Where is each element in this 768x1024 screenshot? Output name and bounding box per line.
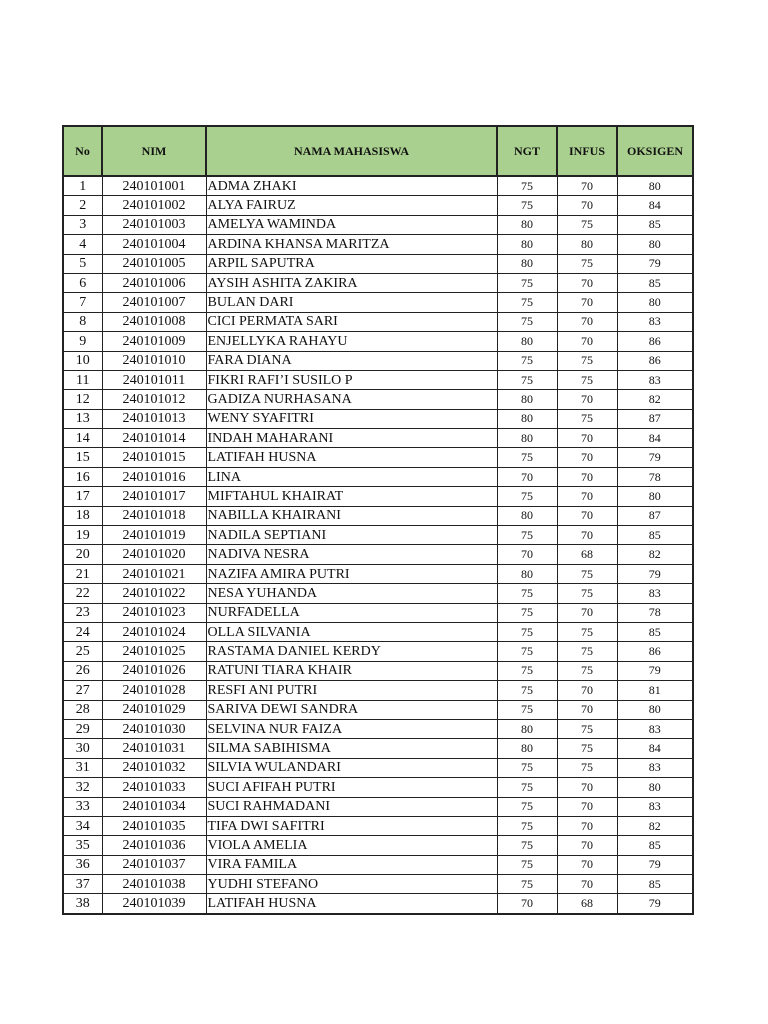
cell-infus: 70 — [557, 312, 617, 331]
cell-ngt: 75 — [497, 681, 557, 700]
cell-ngt: 70 — [497, 545, 557, 564]
cell-nim: 240101037 — [102, 855, 206, 874]
cell-oksigen: 85 — [617, 836, 693, 855]
cell-ngt: 80 — [497, 719, 557, 738]
cell-oksigen: 80 — [617, 778, 693, 797]
cell-no: 2 — [63, 196, 102, 215]
cell-no: 30 — [63, 739, 102, 758]
cell-nim: 240101005 — [102, 254, 206, 273]
table-row — [63, 875, 693, 894]
cell-nim: 240101013 — [102, 409, 206, 428]
cell-oksigen: 83 — [617, 584, 693, 603]
table-row — [63, 681, 693, 700]
cell-ngt: 75 — [497, 273, 557, 292]
cell-nama-mahasiswa: ADMA ZHAKI — [206, 176, 497, 196]
cell-ngt: 75 — [497, 196, 557, 215]
cell-nama-mahasiswa: FARA DIANA — [206, 351, 497, 370]
cell-nama-mahasiswa: AMELYA WAMINDA — [206, 215, 497, 234]
cell-infus: 68 — [557, 894, 617, 914]
cell-infus: 70 — [557, 603, 617, 622]
cell-ngt: 75 — [497, 526, 557, 545]
cell-ngt: 80 — [497, 429, 557, 448]
cell-ngt: 75 — [497, 642, 557, 661]
cell-oksigen: 84 — [617, 196, 693, 215]
cell-infus: 75 — [557, 409, 617, 428]
cell-nim: 240101036 — [102, 836, 206, 855]
cell-infus: 68 — [557, 545, 617, 564]
cell-ngt: 75 — [497, 836, 557, 855]
table-row — [63, 487, 693, 506]
cell-nim: 240101006 — [102, 273, 206, 292]
cell-infus: 75 — [557, 642, 617, 661]
cell-ngt: 75 — [497, 797, 557, 816]
cell-ngt: 80 — [497, 506, 557, 525]
cell-oksigen: 81 — [617, 681, 693, 700]
table-row — [63, 758, 693, 777]
cell-infus: 70 — [557, 797, 617, 816]
cell-no: 26 — [63, 661, 102, 680]
cell-oksigen: 80 — [617, 487, 693, 506]
cell-nama-mahasiswa: NABILLA KHAIRANI — [206, 506, 497, 525]
cell-oksigen: 82 — [617, 390, 693, 409]
cell-ngt: 80 — [497, 739, 557, 758]
table-row — [63, 700, 693, 719]
table-row — [63, 409, 693, 428]
cell-ngt: 75 — [497, 661, 557, 680]
cell-nim: 240101012 — [102, 390, 206, 409]
table-row — [63, 312, 693, 331]
cell-oksigen: 84 — [617, 429, 693, 448]
table-row — [63, 429, 693, 448]
cell-nim: 240101015 — [102, 448, 206, 467]
cell-no: 17 — [63, 487, 102, 506]
cell-no: 36 — [63, 855, 102, 874]
cell-nama-mahasiswa: GADIZA NURHASANA — [206, 390, 497, 409]
cell-no: 13 — [63, 409, 102, 428]
table-header — [63, 126, 693, 176]
cell-nama-mahasiswa: SILMA SABIHISMA — [206, 739, 497, 758]
cell-no: 23 — [63, 603, 102, 622]
cell-oksigen: 78 — [617, 603, 693, 622]
cell-infus: 70 — [557, 700, 617, 719]
cell-nama-mahasiswa: MIFTAHUL KHAIRAT — [206, 487, 497, 506]
table-row — [63, 545, 693, 564]
cell-nim: 240101035 — [102, 816, 206, 835]
cell-nama-mahasiswa: SARIVA DEWI SANDRA — [206, 700, 497, 719]
cell-ngt: 80 — [497, 332, 557, 351]
cell-no: 34 — [63, 816, 102, 835]
cell-nim: 240101039 — [102, 894, 206, 914]
cell-no: 33 — [63, 797, 102, 816]
cell-oksigen: 86 — [617, 351, 693, 370]
cell-nama-mahasiswa: YUDHI STEFANO — [206, 875, 497, 894]
cell-nim: 240101030 — [102, 719, 206, 738]
cell-oksigen: 80 — [617, 235, 693, 254]
cell-ngt: 75 — [497, 758, 557, 777]
cell-nama-mahasiswa: ENJELLYKA RAHAYU — [206, 332, 497, 351]
cell-oksigen: 80 — [617, 176, 693, 196]
cell-infus: 70 — [557, 273, 617, 292]
cell-infus: 70 — [557, 875, 617, 894]
cell-no: 1 — [63, 176, 102, 196]
table-row — [63, 797, 693, 816]
cell-no: 29 — [63, 719, 102, 738]
cell-oksigen: 85 — [617, 622, 693, 641]
cell-oksigen: 80 — [617, 293, 693, 312]
cell-infus: 75 — [557, 739, 617, 758]
cell-infus: 75 — [557, 622, 617, 641]
cell-nama-mahasiswa: LINA — [206, 467, 497, 486]
cell-oksigen: 83 — [617, 719, 693, 738]
cell-nama-mahasiswa: ALYA FAIRUZ — [206, 196, 497, 215]
cell-no: 28 — [63, 700, 102, 719]
cell-nim: 240101011 — [102, 370, 206, 389]
cell-no: 27 — [63, 681, 102, 700]
cell-nim: 240101034 — [102, 797, 206, 816]
cell-nama-mahasiswa: LATIFAH HUSNA — [206, 448, 497, 467]
table-row — [63, 855, 693, 874]
cell-nama-mahasiswa: SUCI AFIFAH PUTRI — [206, 778, 497, 797]
cell-ngt: 75 — [497, 855, 557, 874]
cell-ngt: 75 — [497, 700, 557, 719]
cell-oksigen: 83 — [617, 758, 693, 777]
cell-no: 10 — [63, 351, 102, 370]
cell-infus: 70 — [557, 176, 617, 196]
cell-ngt: 70 — [497, 894, 557, 914]
header-no: No — [63, 126, 102, 176]
cell-ngt: 75 — [497, 176, 557, 196]
cell-nim: 240101021 — [102, 564, 206, 583]
table-row — [63, 448, 693, 467]
header-infus: INFUS — [557, 126, 617, 176]
cell-no: 5 — [63, 254, 102, 273]
cell-nama-mahasiswa: NAZIFA AMIRA PUTRI — [206, 564, 497, 583]
cell-ngt: 75 — [497, 370, 557, 389]
cell-ngt: 75 — [497, 584, 557, 603]
cell-nim: 240101020 — [102, 545, 206, 564]
table-row — [63, 584, 693, 603]
cell-ngt: 80 — [497, 564, 557, 583]
cell-infus: 75 — [557, 351, 617, 370]
cell-nim: 240101022 — [102, 584, 206, 603]
table-row — [63, 642, 693, 661]
cell-ngt: 80 — [497, 215, 557, 234]
cell-nim: 240101014 — [102, 429, 206, 448]
cell-no: 20 — [63, 545, 102, 564]
cell-nama-mahasiswa: TIFA DWI SAFITRI — [206, 816, 497, 835]
cell-nim: 240101017 — [102, 487, 206, 506]
cell-nim: 240101010 — [102, 351, 206, 370]
cell-nim: 240101019 — [102, 526, 206, 545]
cell-oksigen: 87 — [617, 506, 693, 525]
cell-nama-mahasiswa: INDAH MAHARANI — [206, 429, 497, 448]
cell-ngt: 75 — [497, 778, 557, 797]
cell-nim: 240101023 — [102, 603, 206, 622]
cell-nim: 240101026 — [102, 661, 206, 680]
cell-oksigen: 79 — [617, 448, 693, 467]
cell-no: 18 — [63, 506, 102, 525]
cell-ngt: 75 — [497, 487, 557, 506]
cell-no: 9 — [63, 332, 102, 351]
table-row — [63, 390, 693, 409]
table-body — [63, 176, 693, 914]
cell-nama-mahasiswa: RASTAMA DANIEL KERDY — [206, 642, 497, 661]
cell-nim: 240101038 — [102, 875, 206, 894]
table-row — [63, 196, 693, 215]
cell-ngt: 80 — [497, 254, 557, 273]
cell-infus: 70 — [557, 429, 617, 448]
cell-no: 7 — [63, 293, 102, 312]
cell-nim: 240101024 — [102, 622, 206, 641]
cell-nama-mahasiswa: BULAN DARI — [206, 293, 497, 312]
cell-nim: 240101004 — [102, 235, 206, 254]
cell-nim: 240101033 — [102, 778, 206, 797]
cell-ngt: 75 — [497, 603, 557, 622]
cell-ngt: 75 — [497, 816, 557, 835]
cell-oksigen: 83 — [617, 370, 693, 389]
cell-infus: 70 — [557, 467, 617, 486]
cell-nim: 240101031 — [102, 739, 206, 758]
cell-oksigen: 79 — [617, 894, 693, 914]
table-row — [63, 351, 693, 370]
table-row — [63, 816, 693, 835]
cell-infus: 75 — [557, 370, 617, 389]
cell-nama-mahasiswa: LATIFAH HUSNA — [206, 894, 497, 914]
cell-no: 16 — [63, 467, 102, 486]
cell-infus: 70 — [557, 448, 617, 467]
cell-infus: 70 — [557, 196, 617, 215]
table-row — [63, 506, 693, 525]
cell-nama-mahasiswa: RATUNI TIARA KHAIR — [206, 661, 497, 680]
cell-no: 3 — [63, 215, 102, 234]
table-row — [63, 293, 693, 312]
table-row — [63, 739, 693, 758]
cell-infus: 80 — [557, 235, 617, 254]
cell-nim: 240101003 — [102, 215, 206, 234]
cell-oksigen: 85 — [617, 875, 693, 894]
cell-no: 4 — [63, 235, 102, 254]
cell-nama-mahasiswa: ARPIL SAPUTRA — [206, 254, 497, 273]
cell-infus: 70 — [557, 506, 617, 525]
cell-nama-mahasiswa: NADIVA NESRA — [206, 545, 497, 564]
cell-nama-mahasiswa: WENY SYAFITRI — [206, 409, 497, 428]
cell-ngt: 80 — [497, 409, 557, 428]
cell-oksigen: 79 — [617, 564, 693, 583]
cell-oksigen: 79 — [617, 254, 693, 273]
cell-infus: 70 — [557, 855, 617, 874]
cell-no: 24 — [63, 622, 102, 641]
cell-oksigen: 82 — [617, 816, 693, 835]
cell-no: 8 — [63, 312, 102, 331]
table-row — [63, 894, 693, 914]
cell-infus: 70 — [557, 816, 617, 835]
cell-nama-mahasiswa: SILVIA WULANDARI — [206, 758, 497, 777]
cell-oksigen: 78 — [617, 467, 693, 486]
cell-infus: 75 — [557, 564, 617, 583]
cell-infus: 75 — [557, 661, 617, 680]
cell-infus: 75 — [557, 254, 617, 273]
cell-nim: 240101002 — [102, 196, 206, 215]
cell-oksigen: 87 — [617, 409, 693, 428]
table-row — [63, 215, 693, 234]
cell-infus: 75 — [557, 215, 617, 234]
header-nama-mahasiswa: NAMA MAHASISWA — [206, 126, 497, 176]
cell-infus: 70 — [557, 681, 617, 700]
cell-nama-mahasiswa: RESFI ANI PUTRI — [206, 681, 497, 700]
cell-nim: 240101018 — [102, 506, 206, 525]
cell-no: 38 — [63, 894, 102, 914]
cell-oksigen: 86 — [617, 642, 693, 661]
cell-nama-mahasiswa: OLLA SILVANIA — [206, 622, 497, 641]
grades-table — [62, 125, 694, 915]
cell-ngt: 75 — [497, 312, 557, 331]
cell-nim: 240101028 — [102, 681, 206, 700]
header-oksigen: OKSIGEN — [617, 126, 693, 176]
cell-ngt: 80 — [497, 390, 557, 409]
cell-nama-mahasiswa: CICI PERMATA SARI — [206, 312, 497, 331]
table-row — [63, 332, 693, 351]
cell-infus: 75 — [557, 758, 617, 777]
cell-ngt: 75 — [497, 448, 557, 467]
table-row — [63, 564, 693, 583]
cell-oksigen: 86 — [617, 332, 693, 351]
cell-nama-mahasiswa: ARDINA KHANSA MARITZA — [206, 235, 497, 254]
cell-no: 22 — [63, 584, 102, 603]
table-row — [63, 254, 693, 273]
cell-ngt: 75 — [497, 293, 557, 312]
cell-nim: 240101007 — [102, 293, 206, 312]
cell-no: 6 — [63, 273, 102, 292]
cell-ngt: 80 — [497, 235, 557, 254]
header-ngt: NGT — [497, 126, 557, 176]
cell-no: 25 — [63, 642, 102, 661]
cell-nama-mahasiswa: NADILA SEPTIANI — [206, 526, 497, 545]
cell-oksigen: 83 — [617, 797, 693, 816]
cell-ngt: 75 — [497, 875, 557, 894]
table-row — [63, 778, 693, 797]
cell-nama-mahasiswa: VIOLA AMELIA — [206, 836, 497, 855]
table-row — [63, 235, 693, 254]
cell-oksigen: 85 — [617, 215, 693, 234]
cell-infus: 70 — [557, 487, 617, 506]
cell-no: 37 — [63, 875, 102, 894]
table-row — [63, 622, 693, 641]
cell-no: 11 — [63, 370, 102, 389]
cell-no: 32 — [63, 778, 102, 797]
table-row — [63, 526, 693, 545]
cell-oksigen: 83 — [617, 312, 693, 331]
table-row — [63, 467, 693, 486]
cell-ngt: 75 — [497, 622, 557, 641]
cell-oksigen: 85 — [617, 273, 693, 292]
cell-nim: 240101009 — [102, 332, 206, 351]
cell-no: 14 — [63, 429, 102, 448]
table-row — [63, 176, 693, 196]
cell-infus: 70 — [557, 778, 617, 797]
cell-nim: 240101032 — [102, 758, 206, 777]
cell-no: 12 — [63, 390, 102, 409]
cell-oksigen: 82 — [617, 545, 693, 564]
cell-no: 31 — [63, 758, 102, 777]
cell-infus: 70 — [557, 293, 617, 312]
cell-no: 19 — [63, 526, 102, 545]
cell-nama-mahasiswa: NESA YUHANDA — [206, 584, 497, 603]
table-row — [63, 370, 693, 389]
header-nim: NIM — [102, 126, 206, 176]
table-row — [63, 273, 693, 292]
cell-ngt: 70 — [497, 467, 557, 486]
cell-nama-mahasiswa: SELVINA NUR FAIZA — [206, 719, 497, 738]
cell-nama-mahasiswa: VIRA FAMILA — [206, 855, 497, 874]
table-row — [63, 719, 693, 738]
cell-infus: 70 — [557, 332, 617, 351]
cell-infus: 70 — [557, 526, 617, 545]
cell-nama-mahasiswa: FIKRI RAFI’I SUSILO P — [206, 370, 497, 389]
cell-nim: 240101016 — [102, 467, 206, 486]
table-row — [63, 603, 693, 622]
cell-nama-mahasiswa: AYSIH ASHITA ZAKIRA — [206, 273, 497, 292]
cell-infus: 75 — [557, 584, 617, 603]
cell-nama-mahasiswa: NURFADELLA — [206, 603, 497, 622]
cell-nama-mahasiswa: SUCI RAHMADANI — [206, 797, 497, 816]
cell-no: 35 — [63, 836, 102, 855]
cell-oksigen: 84 — [617, 739, 693, 758]
cell-oksigen: 79 — [617, 661, 693, 680]
table-row — [63, 836, 693, 855]
cell-oksigen: 79 — [617, 855, 693, 874]
table-row — [63, 661, 693, 680]
cell-oksigen: 85 — [617, 526, 693, 545]
cell-infus: 70 — [557, 390, 617, 409]
cell-infus: 70 — [557, 836, 617, 855]
cell-nim: 240101001 — [102, 176, 206, 196]
cell-infus: 75 — [557, 719, 617, 738]
cell-nim: 240101025 — [102, 642, 206, 661]
cell-nim: 240101008 — [102, 312, 206, 331]
cell-oksigen: 80 — [617, 700, 693, 719]
cell-no: 15 — [63, 448, 102, 467]
header-row — [63, 126, 693, 176]
cell-no: 21 — [63, 564, 102, 583]
cell-nim: 240101029 — [102, 700, 206, 719]
cell-ngt: 75 — [497, 351, 557, 370]
